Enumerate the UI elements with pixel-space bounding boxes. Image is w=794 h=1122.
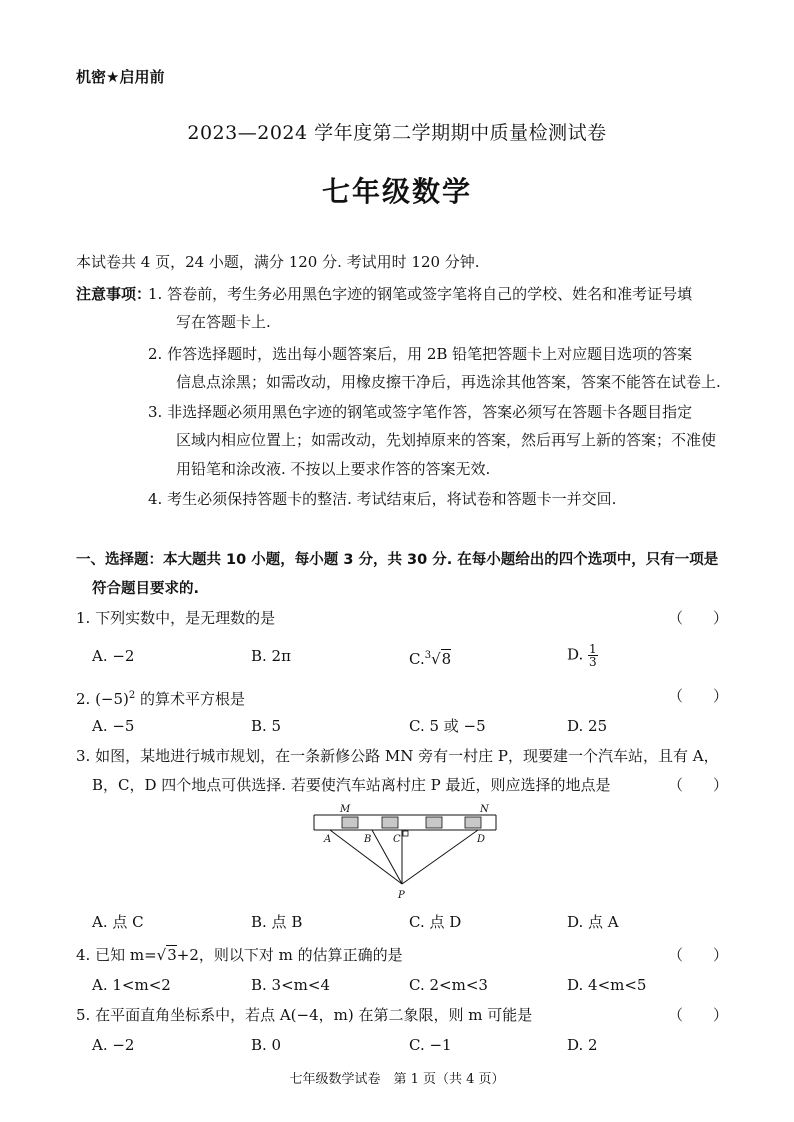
point-p-label: P	[398, 890, 405, 901]
page-footer: 七年级数学试卷 第 1 页（共 4 页）	[289, 1072, 505, 1087]
exam-intro: 本试卷共 4 页，24 小题，满分 120 分. 考试用时 120 分钟.	[76, 253, 480, 271]
question-2-option-a: A. −5	[92, 717, 135, 735]
question-3-option-d: D. 点 A	[567, 913, 619, 931]
question-3-option-a: A. 点 C	[92, 913, 144, 931]
point-c-label: C	[393, 834, 401, 845]
question-4-option-c: C. 2<m<3	[409, 976, 488, 994]
question-4-option-d: D. 4<m<5	[567, 976, 647, 994]
question-2-option-c: C. 5 或 −5	[409, 717, 486, 735]
cube-root-radicand: 8	[441, 650, 452, 668]
exam-title: 2023—2024 学年度第二学期期中质量检测试卷	[187, 122, 607, 144]
question-1-option-d: D. $\frac{1}{3}$	[567, 642, 597, 669]
question-5-option-d: D. 2	[567, 1036, 598, 1054]
question-4-option-b: B. 3<m<4	[251, 976, 331, 994]
question-5-answer-paren: （ ）	[668, 1006, 729, 1024]
square-root-radicand: 3	[167, 946, 177, 964]
point-m-label: M	[340, 804, 351, 815]
point-d-label: D	[477, 834, 486, 845]
point-b-label: B	[364, 834, 372, 845]
note-2-line-2: 信息点涂黑；如需改动，用橡皮擦干净后，再选涂其他答案，答案不能答在试卷上.	[176, 373, 721, 391]
confidential-label: 机密★启用前	[76, 68, 165, 86]
note-4: 4. 考生必须保持答题卡的整洁. 考试结束后，将试卷和答题卡一并交回.	[148, 490, 617, 508]
question-1-option-b: B. 2π	[251, 647, 291, 665]
note-1-line-2: 写在答题卡上.	[176, 313, 271, 331]
question-3-stem-line-2: B，C，D 四个地点可供选择. 若要使汽车站离村庄 P 最近，则应选择的地点是	[92, 776, 611, 794]
question-5-option-b: B. 0	[251, 1036, 282, 1054]
note-1-line-1: 1. 答卷前，考生务必用黑色字迹的钢笔或签字笔将自己的学校、姓名和准考证号填	[148, 285, 693, 303]
question-2-stem: 2. $(-5)^2$ 的算术平方根是	[76, 690, 246, 708]
notes-label: 注意事项：	[76, 285, 152, 303]
question-4-option-a: A. 1<m<2	[92, 976, 171, 994]
question-1-answer-paren: （ ）	[668, 609, 729, 627]
note-3-line-3: 用铅笔和涂改液. 不按以上要求作答的答案无效.	[176, 460, 491, 478]
question-5-stem: 5. 在平面直角坐标系中，若点 A(−4，m) 在第二象限，则 m 可能是	[76, 1006, 533, 1024]
question-2-answer-paren: （ ）	[668, 687, 729, 705]
question-4-answer-paren: （ ）	[668, 946, 729, 964]
note-3-line-1: 3. 非选择题必须用黑色字迹的钢笔或签字笔作答，答案必须写在答题卡各题目指定	[148, 403, 693, 421]
fraction-one-third: $\frac{1}{3}$	[589, 642, 597, 669]
section-1-heading: 一、选择题：本大题共 10 小题，每小题 3 分，共 30 分. 在每小题给出的四个选项中，只有一项是	[76, 552, 719, 568]
note-2-line-1: 2. 作答选择题时，选出每小题答案后，用 2B 铅笔把答题卡上对应题目选项的答案	[148, 345, 693, 363]
question-1-option-c: C.$^3$√8	[409, 650, 452, 668]
question-2-option-b: B. 5	[251, 717, 282, 735]
question-5-option-a: A. −2	[92, 1036, 135, 1054]
question-3-answer-paren: （ ）	[668, 776, 729, 794]
question-1-option-a: A. −2	[92, 647, 135, 665]
question-5-option-c: C. −1	[409, 1036, 452, 1054]
question-3-stem-line-1: 3. 如图，某地进行城市规划，在一条新修公路 MN 旁有一村庄 P，现要建一个汽车站，且有 A，	[76, 747, 719, 765]
question-3-option-b: B. 点 B	[251, 913, 303, 931]
question-4-stem: 4. 已知 m=√3+2，则以下对 m 的估算正确的是	[76, 946, 403, 964]
subject-title: 七年级数学	[321, 175, 472, 208]
road-village-figure	[310, 802, 500, 904]
point-a-label: A	[324, 834, 332, 845]
question-3-option-c: C. 点 D	[409, 913, 462, 931]
cube-root-index: 3	[424, 650, 432, 661]
note-3-line-2: 区域内相应位置上；如需改动，先划掉原来的答案，然后再写上新的答案；不准使	[176, 431, 717, 449]
question-1-stem: 1. 下列实数中，是无理数的是	[76, 609, 276, 627]
section-1-heading-line-2: 符合题目要求的.	[92, 581, 200, 597]
question-2-option-d: D. 25	[567, 717, 608, 735]
point-n-label: N	[480, 804, 489, 815]
